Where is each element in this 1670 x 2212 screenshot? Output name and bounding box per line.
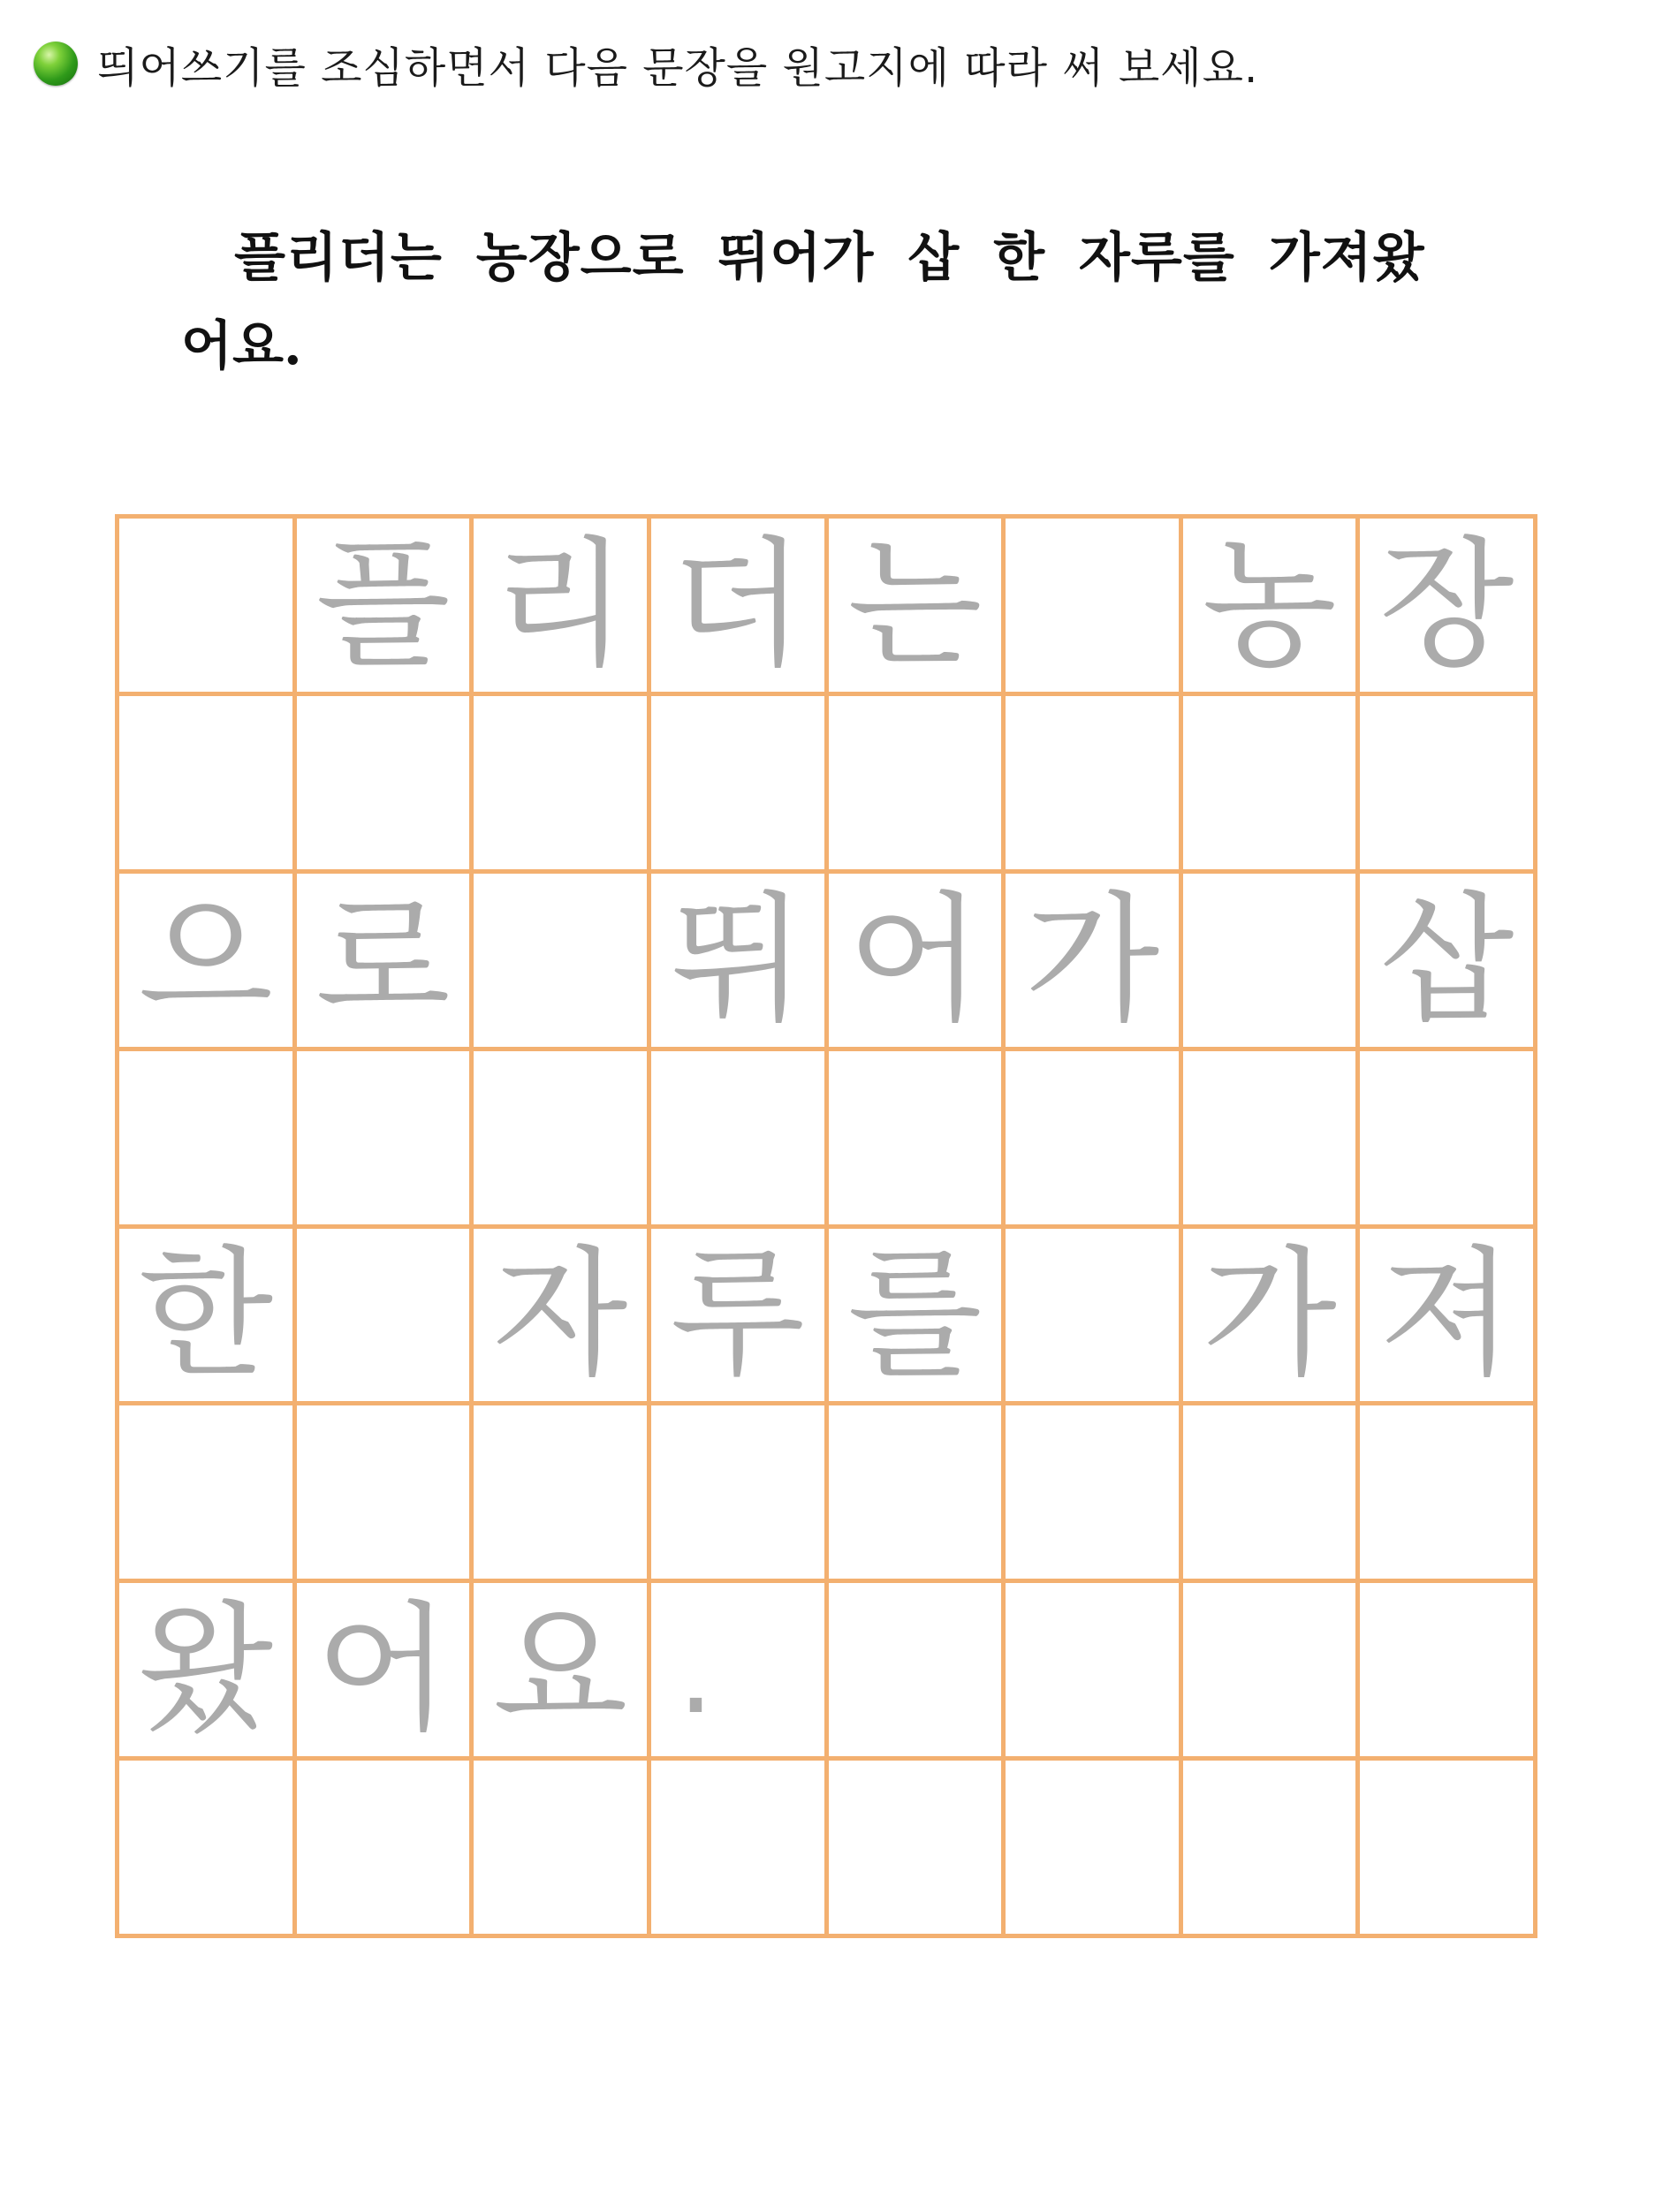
grid-cell-char[interactable]: 를 bbox=[829, 1229, 1006, 1406]
grid-cell-char[interactable]: 져 bbox=[1360, 1229, 1537, 1406]
grid-cell-empty[interactable] bbox=[829, 696, 1006, 874]
grid-cell-char[interactable]: 루 bbox=[651, 1229, 829, 1406]
grid-cell-empty[interactable] bbox=[1006, 1051, 1183, 1229]
grid-cell-char[interactable]: 로 bbox=[297, 874, 474, 1051]
grid-cell-empty[interactable] bbox=[119, 1405, 297, 1583]
grid-cell-char[interactable]: 가 bbox=[1183, 1229, 1361, 1406]
instruction-row bbox=[34, 35, 1258, 92]
grid-cell-empty[interactable] bbox=[1006, 519, 1183, 696]
grid-cell-empty[interactable] bbox=[474, 1761, 651, 1938]
grid-cell-char[interactable]: 으 bbox=[119, 874, 297, 1051]
grid-cell-empty[interactable] bbox=[1183, 1051, 1361, 1229]
grid-cell-empty[interactable] bbox=[474, 1405, 651, 1583]
grid-cell-char[interactable]: 플 bbox=[297, 519, 474, 696]
grid-cell-char[interactable]: 어 bbox=[297, 1583, 474, 1761]
grid-cell-char[interactable]: 더 bbox=[651, 519, 829, 696]
grid-cell-empty[interactable] bbox=[1006, 1405, 1183, 1583]
grid-cell-empty[interactable] bbox=[829, 1405, 1006, 1583]
grid-cell-char[interactable]: 가 bbox=[1006, 874, 1183, 1051]
grid-cell-empty[interactable] bbox=[829, 1583, 1006, 1761]
grid-cell-char[interactable]: . bbox=[651, 1583, 829, 1761]
grid-cell-char[interactable]: 장 bbox=[1360, 519, 1537, 696]
grid-cell-empty[interactable] bbox=[1006, 1583, 1183, 1761]
grid-cell-empty[interactable] bbox=[829, 1761, 1006, 1938]
grid-cell-empty[interactable] bbox=[651, 696, 829, 874]
grid-cell-char[interactable]: 농 bbox=[1183, 519, 1361, 696]
sentence-line-1: 플리더는 농장으로 뛰어가 삽 한 자루를 가져왔 bbox=[234, 227, 1425, 289]
grid-cell-empty[interactable] bbox=[651, 1051, 829, 1229]
grid-cell-empty[interactable] bbox=[1006, 1229, 1183, 1406]
grid-cell-char[interactable]: 어 bbox=[829, 874, 1006, 1051]
green-bullet-icon bbox=[34, 42, 78, 86]
grid-cell-empty[interactable] bbox=[1183, 1583, 1361, 1761]
grid-cell-empty[interactable] bbox=[1006, 1761, 1183, 1938]
grid-cell-empty[interactable] bbox=[651, 1761, 829, 1938]
grid-cell-empty[interactable] bbox=[1360, 1405, 1537, 1583]
sentence-line-2: 어요. bbox=[181, 315, 302, 377]
grid-cell-empty[interactable] bbox=[1183, 874, 1361, 1051]
manuscript-paper-grid bbox=[115, 514, 1537, 1938]
grid-cell-empty[interactable] bbox=[297, 1761, 474, 1938]
grid-cell-char[interactable]: 요 bbox=[474, 1583, 651, 1761]
grid-cell-empty[interactable] bbox=[474, 696, 651, 874]
grid-cell-empty[interactable] bbox=[1360, 1761, 1537, 1938]
grid-cell-empty[interactable] bbox=[474, 1051, 651, 1229]
grid-cell-empty[interactable] bbox=[1006, 696, 1183, 874]
grid-cell-empty[interactable] bbox=[297, 1229, 474, 1406]
grid-cell-char[interactable]: 리 bbox=[474, 519, 651, 696]
grid-cell-empty[interactable] bbox=[1183, 696, 1361, 874]
grid-cell-char[interactable]: 삽 bbox=[1360, 874, 1537, 1051]
grid-cell-empty[interactable] bbox=[651, 1405, 829, 1583]
grid-cell-empty[interactable] bbox=[1183, 1761, 1361, 1938]
grid-cell-char[interactable]: 뛰 bbox=[651, 874, 829, 1051]
grid-cell-empty[interactable] bbox=[1360, 1583, 1537, 1761]
grid-cell-char[interactable]: 자 bbox=[474, 1229, 651, 1406]
grid-cell-empty[interactable] bbox=[1183, 1405, 1361, 1583]
grid-cell-empty[interactable] bbox=[297, 1051, 474, 1229]
grid-cell-empty[interactable] bbox=[297, 1405, 474, 1583]
grid-cell-empty[interactable] bbox=[474, 874, 651, 1051]
grid-cell-char[interactable]: 는 bbox=[829, 519, 1006, 696]
grid-cell-char[interactable]: 한 bbox=[119, 1229, 297, 1406]
grid-cell-empty[interactable] bbox=[119, 696, 297, 874]
grid-cell-empty[interactable] bbox=[1360, 1051, 1537, 1229]
grid-cell-char[interactable]: 왔 bbox=[119, 1583, 297, 1761]
grid-cell-empty[interactable] bbox=[119, 1761, 297, 1938]
grid-cell-empty[interactable] bbox=[119, 1051, 297, 1229]
grid-cell-empty[interactable] bbox=[1360, 696, 1537, 874]
grid-cell-empty[interactable] bbox=[829, 1051, 1006, 1229]
grid-cell-empty[interactable] bbox=[119, 519, 297, 696]
grid-cell-empty[interactable] bbox=[297, 696, 474, 874]
instruction-text: 띄어쓰기를 조심하면서 다음 문장을 원고지에 따라 써 보세요. bbox=[97, 42, 1259, 93]
